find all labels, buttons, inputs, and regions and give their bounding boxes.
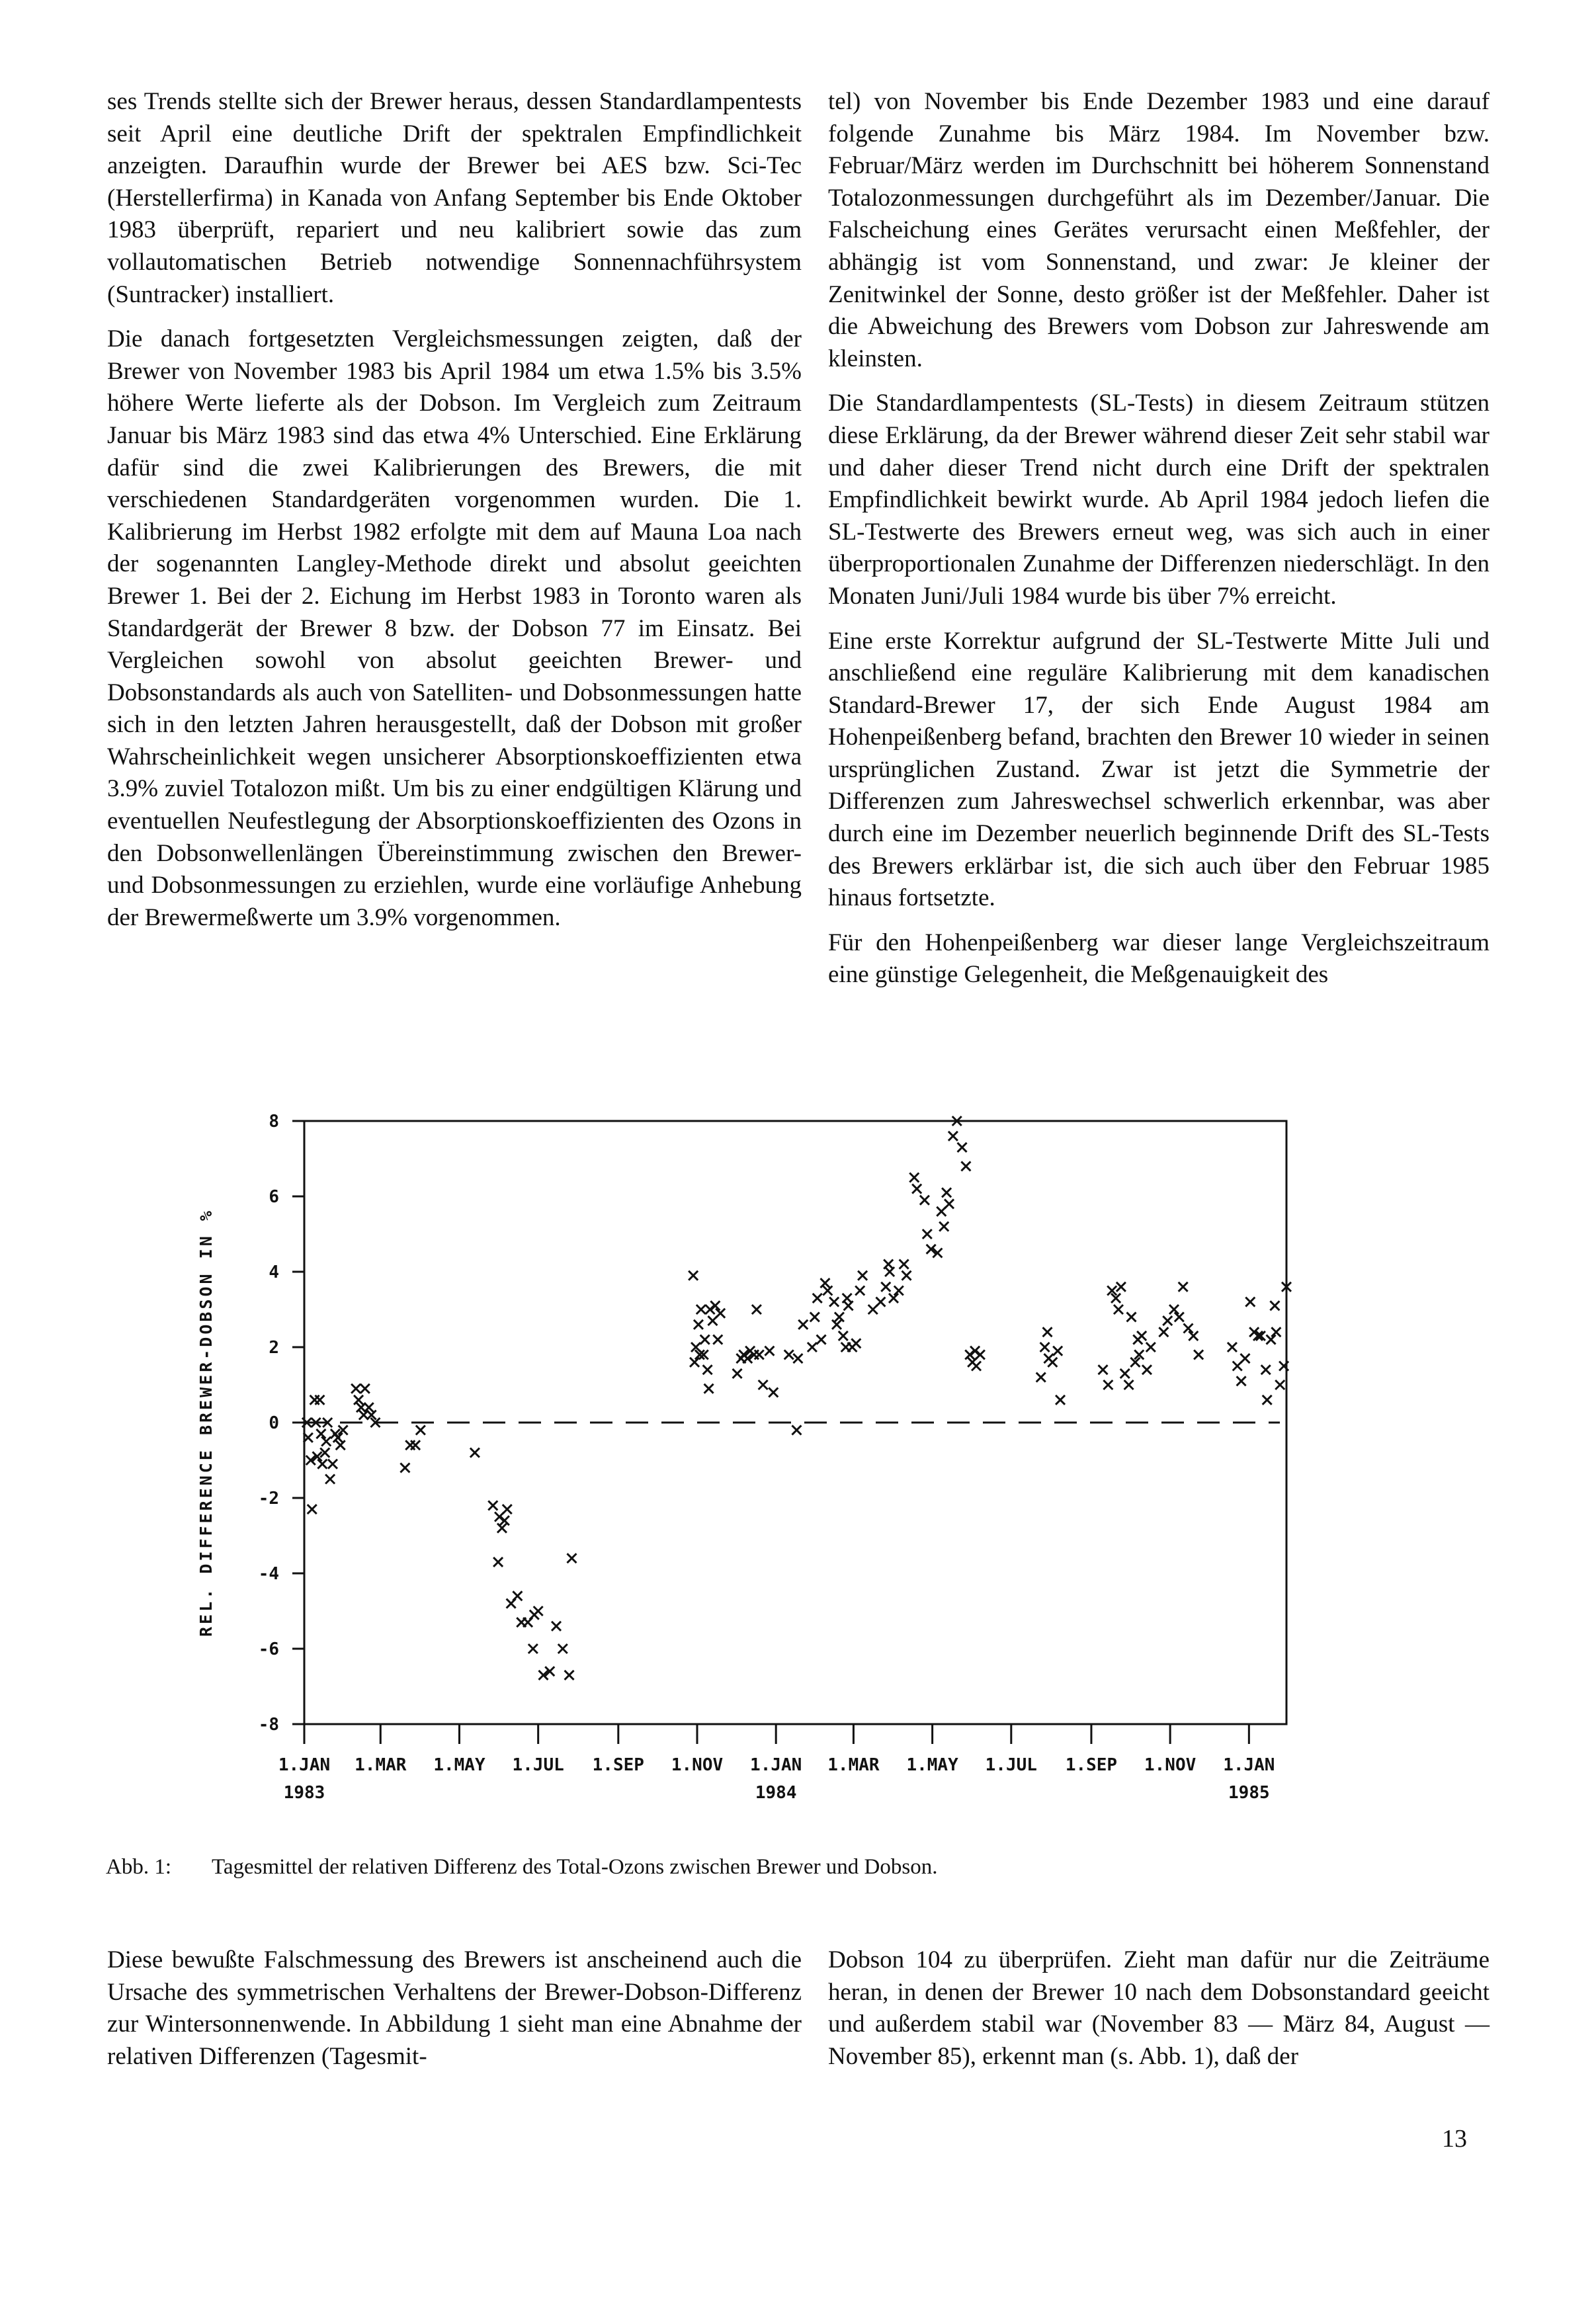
data-point: [416, 1425, 425, 1434]
data-point: [534, 1606, 543, 1616]
data-point: [328, 1460, 337, 1469]
y-tick-label: -6: [258, 1639, 279, 1659]
data-point: [817, 1335, 826, 1345]
data-point: [700, 1335, 710, 1345]
text-column-top-left: [107, 86, 802, 946]
data-point: [885, 1267, 894, 1276]
data-point: [942, 1188, 951, 1197]
data-point: [733, 1369, 742, 1378]
data-point: [961, 1161, 970, 1171]
data-point: [855, 1286, 864, 1296]
data-point: [500, 1516, 509, 1525]
data-point: [689, 1271, 698, 1280]
data-point: [1116, 1282, 1126, 1292]
data-point: [829, 1298, 839, 1307]
data-point: [1124, 1380, 1134, 1389]
data-point: [808, 1343, 817, 1352]
x-tick-label: 1.JUL: [985, 1755, 1037, 1775]
data-point: [317, 1460, 327, 1469]
data-point: [493, 1557, 503, 1567]
data-point: [972, 1362, 981, 1371]
data-point: [690, 1358, 699, 1367]
x-tick-label: 1.MAR: [355, 1755, 407, 1775]
y-tick-label: -4: [258, 1564, 279, 1584]
data-point: [1194, 1350, 1203, 1359]
caption-text: Tagesmittel der relativen Differenz des Total-Ozons zwischen Brewer und Dobson.: [212, 1855, 938, 1879]
data-point: [920, 1196, 929, 1205]
data-point: [792, 1425, 801, 1434]
data-point: [1099, 1365, 1108, 1374]
x-tick-label: 1.JAN: [750, 1755, 802, 1775]
data-point: [798, 1320, 808, 1329]
data-point: [851, 1339, 861, 1348]
data-point: [1146, 1343, 1155, 1352]
y-tick-label: 2: [269, 1338, 279, 1358]
data-point: [839, 1331, 848, 1341]
x-tick-label: 1.MAY: [906, 1755, 958, 1775]
data-point: [784, 1350, 794, 1359]
data-point: [1043, 1327, 1052, 1337]
data-point: [832, 1320, 841, 1329]
x-tick-year-label: 1983: [283, 1783, 325, 1803]
paragraph: Für den Hohenpeißenberg war dieser lange Vergleichszeitraum eine günstige Gelegenheit, die Meßgenauigkeit des: [828, 929, 1490, 989]
y-axis-label: REL. DIFFERENCE BREWER-DOBSON IN %: [196, 1208, 216, 1637]
data-point: [558, 1644, 567, 1653]
data-point: [321, 1437, 331, 1446]
data-point: [1053, 1346, 1062, 1356]
paragraph: Eine erste Korrektur aufgrund der SL-Testwerte Mitte Juli und anschließend eine reguläre Kalibrierung mit dem kanadischen Standard-Brewer 17, der sich Ende August 1984 am Hohenpeißenberg befand, brachten den Brewer 10 wieder in seinen ursprünglichen Zustand. Zwar ist jetzt die Symmetrie der Differenzen zum Jahreswechsel schwerlich erkennbar, was aber durch eine im Dezember neuerlich beginnende Drift des SL-Tests des Brewers erklärbar ist, die sich auch über den Februar 1985 hinaus fortsetzte.: [828, 627, 1490, 912]
data-point: [1142, 1365, 1152, 1374]
x-tick-year-label: 1985: [1228, 1783, 1270, 1803]
x-tick-label: 1.SEP: [592, 1755, 644, 1775]
data-point: [308, 1505, 317, 1514]
data-point: [765, 1346, 774, 1356]
data-point: [759, 1380, 768, 1389]
data-point: [876, 1298, 885, 1307]
x-tick-label: 1.SEP: [1065, 1755, 1118, 1775]
data-point: [336, 1440, 345, 1450]
text-column-bottom-left: [107, 1944, 802, 2085]
data-point: [912, 1184, 921, 1194]
data-point: [716, 1309, 725, 1318]
x-tick-year-label: 1984: [755, 1783, 797, 1803]
data-point: [567, 1553, 576, 1563]
data-point: [958, 1143, 967, 1152]
data-point: [696, 1305, 706, 1314]
x-tick-label: 1.NOV: [671, 1755, 724, 1775]
data-point: [411, 1440, 420, 1450]
paragraph: Dobson 104 zu überprüfen. Zieht man dafür nur die Zeiträume heran, in denen der Brewer 10 nach dem Dobsonstandard geeicht und außerdem stabil war (November 83 — März 84, August — November 85), erkennt man (s. Abb. 1), daß der: [828, 1946, 1490, 2070]
data-point: [1040, 1343, 1050, 1352]
data-point: [948, 1132, 958, 1141]
data-point: [1048, 1358, 1057, 1367]
data-point: [858, 1271, 867, 1280]
data-point: [835, 1312, 844, 1321]
data-point: [1263, 1395, 1272, 1405]
data-point: [1267, 1335, 1276, 1345]
data-point: [552, 1622, 561, 1631]
x-tick-label: 1.MAR: [827, 1755, 880, 1775]
data-point: [1056, 1395, 1065, 1405]
data-point: [470, 1448, 480, 1458]
page-number: 13: [1442, 2125, 1467, 2153]
data-point: [820, 1278, 829, 1288]
data-point: [703, 1365, 712, 1374]
data-point: [488, 1501, 497, 1510]
data-point: [1175, 1312, 1184, 1321]
data-point: [333, 1433, 343, 1442]
x-tick-label: 1.MAY: [433, 1755, 485, 1775]
data-point: [710, 1301, 720, 1310]
data-point: [1237, 1376, 1246, 1386]
y-tick-label: -2: [258, 1489, 279, 1509]
data-point: [909, 1173, 919, 1182]
data-point: [752, 1305, 761, 1314]
data-point: [1184, 1324, 1193, 1333]
data-point: [1120, 1369, 1130, 1378]
data-point: [1127, 1312, 1136, 1321]
data-point: [881, 1282, 890, 1292]
data-point: [844, 1301, 853, 1310]
data-point: [889, 1294, 898, 1303]
data-point: [565, 1671, 574, 1680]
y-tick-label: 8: [269, 1112, 279, 1132]
data-point: [976, 1350, 985, 1359]
x-tick-label: 1.JUL: [512, 1755, 564, 1775]
data-point: [1228, 1343, 1237, 1352]
data-point: [1261, 1365, 1271, 1374]
data-point: [360, 1384, 370, 1393]
x-tick-label: 1.NOV: [1144, 1755, 1197, 1775]
data-point: [1163, 1316, 1172, 1325]
data-point: [704, 1384, 714, 1393]
data-point: [810, 1312, 819, 1321]
data-point: [902, 1271, 911, 1280]
data-point: [351, 1384, 360, 1393]
data-point: [325, 1475, 335, 1484]
data-point: [1189, 1331, 1198, 1341]
data-point: [1169, 1305, 1179, 1314]
paragraph: Die danach fortgesetzten Vergleichsmessungen zeigten, daß der Brewer von November 1983 bis April 1984 um etwa 1.5% bis 3.5% höhere Werte lieferte als der Dobson. Im Vergleich zum Zeitraum Januar bis März 1983 sind das etwa 4% Unterschied. Eine Erklärung dafür sind die zwei Kalibrierungen des Brewers, die mit verschiedenen Standardgeräten vorgenommen wurden. Die 1. Kalibrierung im Herbst 1982 erfolgte mit dem auf Mauna Loa nach der sogenannten Langley-Methode direkt und absolut geeichten Brewer 1. Bei der 2. Eichung im Herbst 1983 in Toronto waren als Standardgerät der Brewer 8 bzw. der Dobson 77 im Einsatz. Bei Vergleichen sowohl von absolut geeichten Brewer- und Dobsonstandards als auch von Satelliten- und Dobsonmessungen hatte sich in den letzten Jahren herausgestellt, daß der Dobson mit großer Wahrscheinlichkeit wegen unsicherer Absorptionskoeffizienten etwa 3.9% zuviel Totalozon mißt. Um bis zu einer endgültigen Klärung und eventuellen Neufestlegung der Absorptionskoeffizienten des Ozons in den Dobsonwellenlängen Übereinstimmung zwischen den Brewer- und Dobsonmessungen zu erziehlen, wurde eine vorläufige Anhebung der Brewermeßwerte um 3.9% vorgenommen.: [107, 325, 802, 931]
data-point: [364, 1403, 374, 1412]
y-tick-label: 0: [269, 1413, 279, 1433]
paragraph: Die Standardlampentests (SL-Tests) in diesem Zeitraum stützen diese Erklärung, da der Brewer während dieser Zeit sehr stabil war und daher dieser Trend nicht durch eine Drift der spektralen Empfindlichkeit bewirkt wurde. Ab April 1984 jedoch liefen die SL-Testwerte des Brewers erneut weg, was sich auch in einer überproportionalen Zunahme der Differenzen niederschlägt. In den Monaten Juni/Juli 1984 wurde bis über 7% erreicht.: [828, 390, 1490, 610]
data-point: [1179, 1282, 1188, 1292]
data-point: [1271, 1327, 1281, 1337]
data-point: [316, 1429, 325, 1438]
x-tick-label: 1.JAN: [1223, 1755, 1275, 1775]
y-tick-label: -8: [258, 1715, 279, 1735]
data-point: [713, 1335, 722, 1345]
paragraph: ses Trends stellte sich der Brewer heraus, dessen Standardlampentests seit April eine deutliche Drift der spektralen Empfindlichkeit anzeigten. Daraufhin wurde der Brewer bei AES bzw. Sci-Tec (Herstellerfirma) in Kanada von Anfang September bis Ende Oktober 1983 überprüft, repariert und neu kalibriert sowie das zum vollautomatischen Betrieb notwendige Sonnennachführsystem (Suntracker) installiert.: [107, 88, 802, 308]
paragraph: tel) von November bis Ende Dezember 1983 und eine darauf folgende Zunahme bis März 1984. Im November bzw. Februar/März werden im Durchschnitt bei höherem Sonnenstand Totalozonmessungen durchgeführt als im Dezember/Januar. Die Falscheichung eines Gerätes verursacht einen Meßfehler, der abhängig ist vom Sonnenstand, und zwar: Je kleiner der Zenitwinkel der Sonne, desto größer ist der Meßfehler. Daher ist die Abweichung des Brewers vom Dobson zur Jahreswende am kleinsten.: [828, 88, 1490, 372]
figure-caption: [106, 1855, 1495, 1880]
data-point: [694, 1320, 703, 1329]
data-point: [354, 1395, 363, 1405]
data-point: [1240, 1354, 1249, 1363]
scatter-chart: [179, 1088, 1316, 1842]
text-column-top-right: [828, 86, 1490, 1004]
data-point: [755, 1350, 764, 1359]
data-point: [945, 1199, 954, 1208]
data-point: [400, 1463, 409, 1472]
data-point: [1103, 1380, 1113, 1389]
x-tick-label: 1.JAN: [278, 1755, 331, 1775]
y-tick-label: 4: [269, 1262, 279, 1282]
data-point: [1245, 1298, 1255, 1307]
data-point: [1137, 1331, 1146, 1341]
data-point: [528, 1644, 538, 1653]
caption-label: Abb. 1:: [106, 1855, 171, 1879]
data-point: [497, 1524, 507, 1533]
data-point: [900, 1260, 909, 1269]
data-point: [513, 1591, 522, 1600]
data-point: [769, 1387, 778, 1397]
data-point: [939, 1222, 948, 1231]
data-point: [1275, 1380, 1284, 1389]
data-point: [923, 1229, 932, 1239]
y-tick-label: 6: [269, 1187, 279, 1207]
data-point: [1270, 1301, 1279, 1310]
data-point: [813, 1294, 822, 1303]
text-column-bottom-right: [828, 1944, 1490, 2085]
data-point: [315, 1395, 324, 1405]
data-point: [823, 1286, 832, 1296]
data-point: [894, 1286, 903, 1296]
data-point: [1036, 1373, 1046, 1382]
data-point: [503, 1505, 512, 1514]
data-point: [793, 1354, 802, 1363]
data-point: [1159, 1327, 1168, 1337]
data-point: [1114, 1305, 1123, 1314]
paragraph: Diese bewußte Falschmessung des Brewers ist anscheinend auch die Ursache des symmetrischen Verhaltens der Brewer-Dobson-Differenz zur Wintersonnenwende. In Abbildung 1 sieht man eine Abnahme der relativen Differenzen (Tagesmit-: [107, 1946, 802, 2070]
